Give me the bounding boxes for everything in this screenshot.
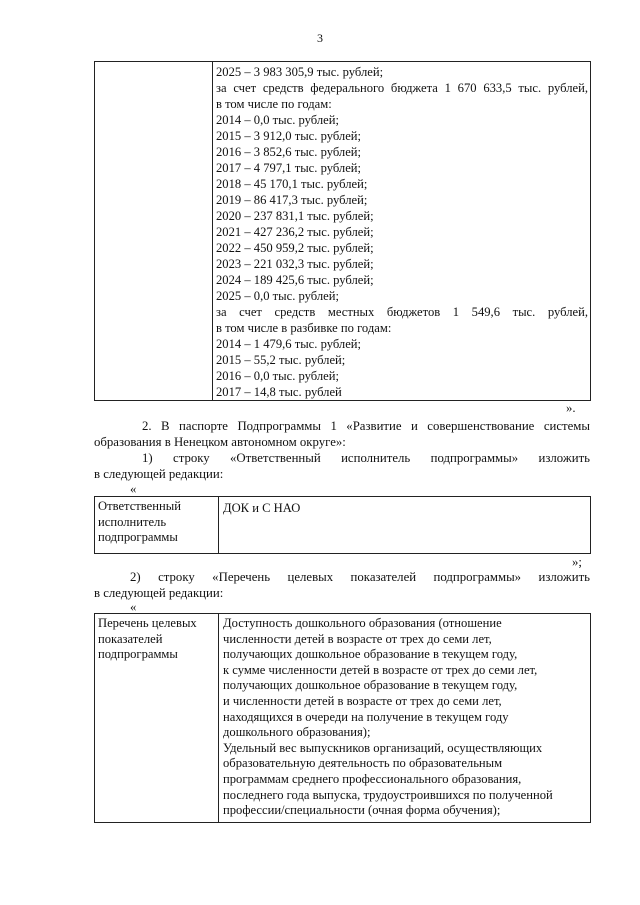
financing-line: 2024 – 189 425,6 тыс. рублей; [216, 273, 374, 287]
financing-line: 2018 – 45 170,1 тыс. рублей; [216, 177, 368, 191]
indicator-line: и численности детей в возрасте от трех до семи лет, [223, 693, 502, 708]
indicator-line: профессии/специальности (очная форма обучения); [223, 803, 501, 818]
responsible-executor-label-cell [95, 497, 219, 554]
closing-quote: ». [566, 401, 576, 415]
indicator-line: программам среднего профессионального образования, [223, 771, 522, 786]
financing-line: за счет средств местных бюджетов 1 549,6 тыс. рублей, [216, 305, 588, 319]
indicator-line: к сумме численности детей в возрасте от трех до семи лет, [223, 662, 538, 677]
financing-table-label-cell [95, 62, 213, 401]
financing-line: 2015 – 55,2 тыс. рублей; [216, 353, 346, 367]
financing-line: в том числе по годам: [216, 97, 332, 111]
financing-line: 2023 – 221 032,3 тыс. рублей; [216, 257, 374, 271]
indicator-line: Удельный вес выпускников организаций, осуществляющих [223, 740, 543, 755]
indicator-line: численности детей в возрасте от трех до семи лет, [223, 631, 492, 646]
financing-line: 2015 – 3 912,0 тыс. рублей; [216, 129, 362, 143]
closing-quote: »; [572, 555, 582, 569]
financing-line: 2016 – 0,0 тыс. рублей; [216, 369, 339, 383]
financing-line: 2017 – 4 797,1 тыс. рублей; [216, 161, 362, 175]
target-indicators-label: Перечень целевых показателей подпрограммы [98, 616, 197, 661]
indicator-line: Доступность дошкольного образования (отношение [223, 616, 502, 630]
financing-line: за счет средств федерального бюджета 1 670 633,5 тыс. рублей, [216, 81, 588, 95]
financing-line: 2014 – 0,0 тыс. рублей; [216, 113, 339, 127]
indicator-line: получающих дошкольное образование в текущем году, [223, 647, 518, 662]
indicator-line: получающих дошкольное образование в текущем году, [223, 678, 518, 693]
indicator-line: дошкольного образования); [223, 725, 371, 740]
financing-line: 2025 – 0,0 тыс. рублей; [216, 289, 339, 303]
financing-line: 2025 – 3 983 305,9 тыс. рублей; [216, 65, 384, 79]
item-1-line-1: 1) строку «Ответственный исполнитель подпрограммы» изложить [142, 451, 590, 465]
indicator-line: находящихся в очереди на получение в текущем году [223, 709, 509, 724]
indicator-line: последнего года выпуска, трудоустроившихся по полученной [223, 787, 553, 802]
financing-line: 2019 – 86 417,3 тыс. рублей; [216, 193, 368, 207]
financing-line: 2017 – 14,8 тыс. рублей [216, 385, 342, 399]
target-indicators-table [94, 613, 591, 823]
financing-line: 2020 – 237 831,1 тыс. рублей; [216, 209, 374, 223]
responsible-executor-table [94, 496, 591, 554]
opening-quote: « [130, 600, 137, 614]
financing-line: 2021 – 427 236,2 тыс. рублей; [216, 225, 374, 239]
item-2-line-1: 2) строку «Перечень целевых показателей подпрограммы» изложить [130, 570, 590, 584]
item-2-line-2: в следующей редакции: [94, 586, 224, 600]
responsible-executor-value: ДОК и С НАО [223, 501, 301, 515]
financing-line: 2014 – 1 479,6 тыс. рублей; [216, 337, 362, 351]
item-1-line-2: в следующей редакции: [94, 467, 224, 481]
responsible-executor-label: Ответственный исполнитель подпрограммы [98, 499, 181, 544]
target-indicators-label-cell [95, 614, 219, 823]
responsible-executor-value-cell [219, 497, 591, 554]
indicator-line: образовательную деятельность по образовательным [223, 756, 503, 771]
paragraph-2-line-2: образования в Ненецком автономном округе»: [94, 435, 346, 449]
financing-table [94, 61, 591, 401]
financing-line: 2016 – 3 852,6 тыс. рублей; [216, 145, 362, 159]
page-number: 3 [317, 31, 323, 45]
financing-table-value-cell [213, 62, 591, 401]
opening-quote: « [130, 482, 137, 496]
financing-line: 2022 – 450 959,2 тыс. рублей; [216, 241, 374, 255]
financing-line: в том числе в разбивке по годам: [216, 321, 392, 335]
paragraph-2-line-1: 2. В паспорте Подпрограммы 1 «Развитие и совершенствование системы [142, 419, 590, 433]
target-indicators-value-cell [219, 614, 591, 823]
